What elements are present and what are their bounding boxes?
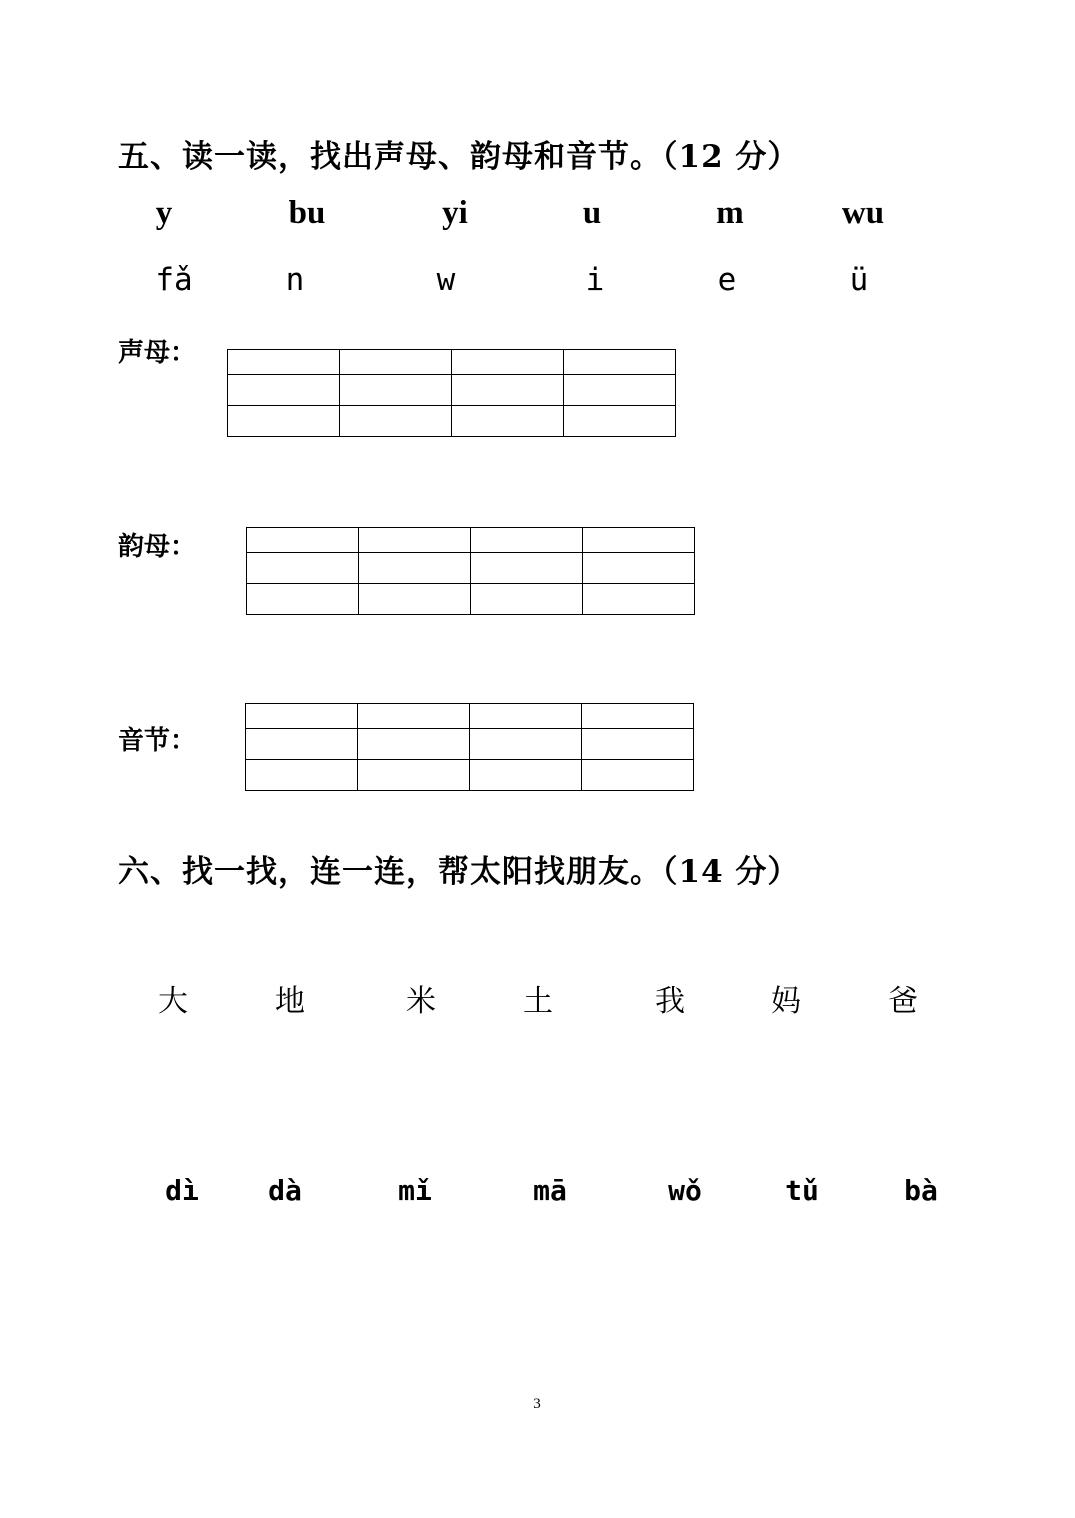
answer-cell[interactable] (246, 729, 358, 760)
yunmu-answer-grid (246, 527, 695, 615)
character-item[interactable]: 我 (655, 984, 685, 1019)
character-item[interactable]: 大 (158, 984, 188, 1019)
character-item[interactable]: 妈 (771, 984, 801, 1019)
shengmu-label: 声母： (118, 338, 197, 368)
answer-cell[interactable] (358, 729, 470, 760)
answer-cell[interactable] (247, 528, 359, 553)
pinyin-item[interactable]: bà (904, 1174, 938, 1207)
syllable-item: m (716, 195, 744, 231)
section-5-title: 五、读一读，找出声母、韵母和音节。（12 分） (118, 139, 800, 175)
answer-cell[interactable] (452, 350, 564, 375)
answer-cell[interactable] (564, 406, 676, 437)
yinjie-label: 音节： (118, 726, 197, 756)
answer-cell[interactable] (340, 375, 452, 406)
pinyin-item[interactable]: mǐ (398, 1174, 432, 1207)
answer-cell[interactable] (358, 704, 470, 729)
yinjie-answer-grid (245, 703, 694, 791)
shengmu-answer-grid (227, 349, 676, 437)
character-row (0, 976, 1075, 1026)
answer-cell[interactable] (246, 704, 358, 729)
answer-cell[interactable] (470, 704, 582, 729)
answer-cell[interactable] (471, 553, 583, 584)
answer-cell[interactable] (340, 350, 452, 375)
answer-cell[interactable] (359, 553, 471, 584)
syllable-row-2 (0, 262, 1075, 312)
character-item[interactable]: 土 (523, 984, 553, 1019)
syllable-item: wu (841, 195, 885, 231)
answer-cell[interactable] (470, 760, 582, 791)
answer-cell[interactable] (359, 528, 471, 553)
syllable-item: y (155, 195, 173, 231)
character-item[interactable]: 地 (275, 984, 305, 1019)
pinyin-item[interactable]: wǒ (668, 1174, 702, 1207)
answer-cell[interactable] (471, 584, 583, 615)
answer-cell[interactable] (247, 584, 359, 615)
syllable-item: yi (442, 195, 468, 231)
answer-cell[interactable] (247, 553, 359, 584)
syllable-item: i (585, 262, 605, 298)
pinyin-item[interactable]: mā (533, 1174, 567, 1207)
syllable-item: u (582, 195, 602, 231)
answer-cell[interactable] (582, 760, 694, 791)
yunmu-label: 韵母： (118, 532, 197, 562)
answer-cell[interactable] (358, 760, 470, 791)
answer-cell[interactable] (582, 729, 694, 760)
answer-cell[interactable] (582, 704, 694, 729)
answer-cell[interactable] (228, 375, 340, 406)
section-6-title: 六、找一找，连一连，帮太阳找朋友。（14 分） (118, 854, 800, 890)
syllable-item: bu (288, 195, 326, 231)
syllable-item: ü (849, 262, 869, 298)
answer-cell[interactable] (471, 528, 583, 553)
answer-cell[interactable] (359, 584, 471, 615)
answer-cell[interactable] (564, 350, 676, 375)
syllable-item: w (436, 262, 456, 298)
answer-cell[interactable] (583, 584, 695, 615)
syllable-item: fǎ (155, 262, 193, 298)
syllable-row-1 (0, 195, 1075, 245)
answer-cell[interactable] (470, 729, 582, 760)
syllable-item: n (285, 262, 305, 298)
character-item[interactable]: 米 (406, 984, 436, 1019)
pinyin-item[interactable]: dà (268, 1174, 302, 1207)
character-item[interactable]: 爸 (888, 984, 918, 1019)
answer-cell[interactable] (246, 760, 358, 791)
answer-cell[interactable] (452, 406, 564, 437)
answer-cell[interactable] (228, 350, 340, 375)
answer-cell[interactable] (564, 375, 676, 406)
answer-cell[interactable] (228, 406, 340, 437)
answer-cell[interactable] (583, 528, 695, 553)
syllable-item: e (717, 262, 737, 298)
answer-cell[interactable] (340, 406, 452, 437)
pinyin-item[interactable]: dì (165, 1174, 199, 1207)
pinyin-item[interactable]: tǔ (785, 1174, 819, 1207)
answer-cell[interactable] (583, 553, 695, 584)
pinyin-row (0, 1174, 1075, 1224)
page-number: 3 (533, 1396, 541, 1412)
answer-cell[interactable] (452, 375, 564, 406)
